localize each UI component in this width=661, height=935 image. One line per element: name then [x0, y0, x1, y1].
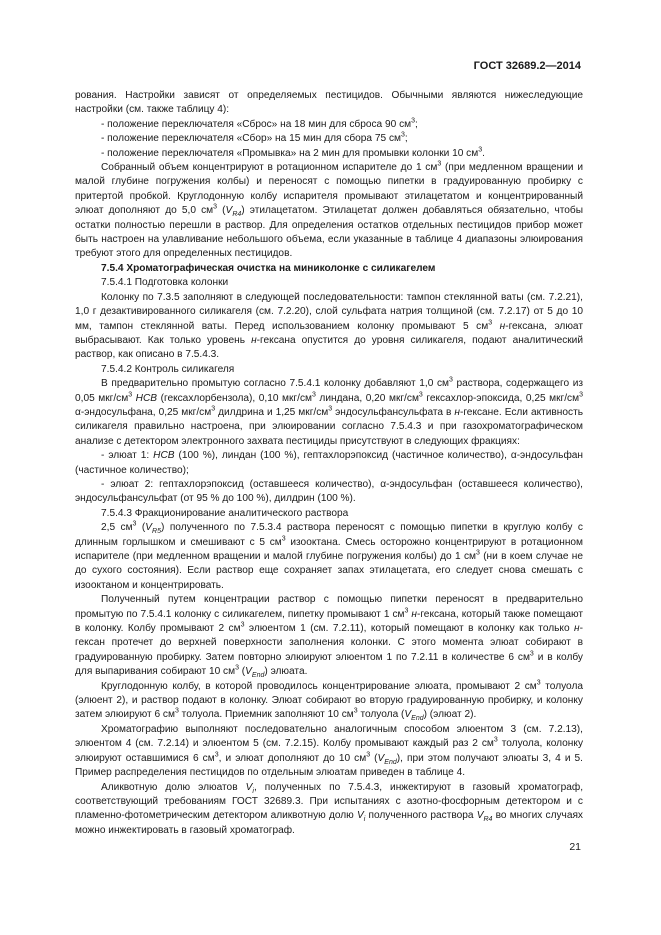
paragraph: 7.5.4.3 Фракционирование аналитического раствора: [101, 507, 349, 519]
paragraph: - положение переключателя «Сбор» на 15 мин для сбора 75 $см^3$;: [101, 131, 408, 145]
paragraph: рования. Настройки зависят от определяемых пестицидов. Обычными являются нижеследующие настройки (см. также таблицу 4):: [75, 90, 583, 116]
paragraph: В предварительно промытую согласно 7.5.4.1 колонку добавляют 1,0 $см^3$ раствора, содержащего из 0,05 мкг/$см^3$ HCB (гексахлорбензола), 0,10 мкг/$см^3$ линдана, 0,20 мкг/$см^3$ гексахлор-эпоксида, 0,25 мкг/$см^3$ α-эндосульфана, 0,25 мкг/$см^3$ дилдрина и 1,25 мкг/$см^3$ эндосульфансульфата в н-гексане. Если активность силикагеля правильно настроена, при элюировании согласно 7.5.4.3 и при газохроматографическом анализе с детектором электронного захвата пестициды присутствуют в следующих фракциях:: [75, 376, 584, 447]
paragraph: Круглодонную колбу, в которой проводилось концентрирование элюата, промывают 2 $см^3$ толуола (элюент 2), и раствор подают в колонку. Элюат собирают во вторую градуированную пробирку, и колонку затем элюируют 6 $см^3$ толуола. Приемник заполняют 10 $см^3$ толуола $(V_{End})$ (элюат 2).: [75, 679, 583, 723]
paragraph: - элюат 2: гептахлорэпоксид (оставшееся количество), α-эндосульфан (оставшееся количество), эндосульфансульфат (от 95 % до 100 %), дилдрин (100 %).: [75, 478, 583, 505]
page-number: 21: [569, 841, 581, 853]
paragraph: Аликвотную долю элюатов $V_i$, полученных по 7.5.4.3, инжектируют в газовый хроматограф, соответствующий требованиям ГОСТ 32689.3. При испытаниях с азотно-фосфорным детектором и с пламенно-фотометрическим детектором аликвотную долю $V_i$ полученного раствора $V_{R4}$ во многих случаях можно инжектировать в газовый хроматограф.: [75, 781, 584, 836]
paragraph: - положение переключателя «Промывка» на 2 мин для промывки колонки 10 $см^3$.: [101, 146, 485, 159]
section-heading: 7.5.4 Хроматографическая очистка на миниколонке с силикагелем: [101, 262, 436, 274]
standard-header: ГОСТ 32689.2—2014: [473, 60, 581, 72]
paragraph: - элюат 1: HCB (100 %), линдан (100 %), гептахлорэпоксид (частичное количество), α-эндосульфан (частичное количество);: [75, 450, 583, 476]
paragraph: Колонку по 7.3.5 заполняют в следующей последовательности: тампон стеклянной ваты (см. 7.2.21), 1,0 г дезактивированного силикагеля (см. 7.2.20), слой сульфата натрия толщиной (см. 7.2.17) от 5 до 10 мм, тампон стеклянной ваты. Перед использованием колонку промывают 5 $см^3$ н-гексана, элюат выбрасывают. Как только уровень н-гексана опустится до уровня силикагеля, подают аналитический раствор, как описано в 7.5.4.3.: [75, 291, 583, 361]
paragraph: Собранный объем концентрируют в ротационном испарителе до 1 $см^3$ (при медленном вращении и малой глубине погружения колбы) и переносят с помощью пипетки в градуированную пробирку с притертой пробкой. Круглодонную колбу испарителя промывают этилацетатом и концентрированный элюат дополняют до 5,0 $см^3$ $(V_{R4})$ этилацетатом. Этилацетат должен добавляться обязательно, чтобы остатки полностью перешли в раствор. Для определения остатков отдельных пестицидов прибор может быть настроен на улавливание небольшого объема, если указанные в таблице 4 диапазоны элюирования требуют этого для определенных пестицидов.: [75, 160, 583, 260]
paragraph: 2,5 $см^3$ $(V_{R5})$ полученного по 7.5.3.4 раствора переносят с помощью пипетки в круглую колбу с длинным горлышком и смешивают с 5 $см^3$ изооктана. Смесь осторожно концентрируют в ротационном испарителе (при медленном вращении и малой глубине погружения колбы) до 1 $см^3$ (ни в коем случае не до сухого состояния). Если раствор еще сохраняет запах этилацетата, его следует снова смешать с изооктаном и концентрировать.: [75, 520, 583, 591]
paragraph: - положение переключателя «Сброс» на 18 мин для сброса 90 $см^3$;: [101, 117, 418, 130]
paragraph: Полученный путем концентрации раствор с помощью пипетки переносят в предварительно промытую по 7.5.4.1 колонку с силикагелем, пипетку промывают 1 $см^3$ н-гексана, который также помещают в колонку. Колбу промывают 2 $см^3$ элюентом 1 (см. 7.2.11), который помещают в колонку как только н-гексан протечет до верхней поверхности заполнения колонки. С этого момента элюат собирают в градуированную пробирку. Затем повторно элюируют элюентом 1 по 7.2.11 в количестве 6 $см^3$ и в колбу для выпаривания собирают 10 $см^3$ $(V_{End})$ элюата.: [75, 594, 583, 680]
paragraph: Хроматографию выполняют последовательно аналогичным способом элюентом 3 (см. 7.2.13), элюентом 4 (см. 7.2.14) и элюентом 5 (см. 7.2.15). Колбу промывают каждый раз 2 $см^3$ толуола, колонку элюируют оставшимися 6 $см^3$, и элюат дополняют до 10 $см^3$ $(V_{End})$, при этом получают элюаты 3, 4 и 5. Пример распределения пестицидов по отдельным элюатам приведен в таблице 4.: [75, 723, 583, 779]
paragraph: 7.5.4.1 Подготовка колонки: [101, 277, 229, 289]
page-body: [75, 89, 583, 838]
paragraph: 7.5.4.2 Контроль силикагеля: [101, 363, 235, 375]
